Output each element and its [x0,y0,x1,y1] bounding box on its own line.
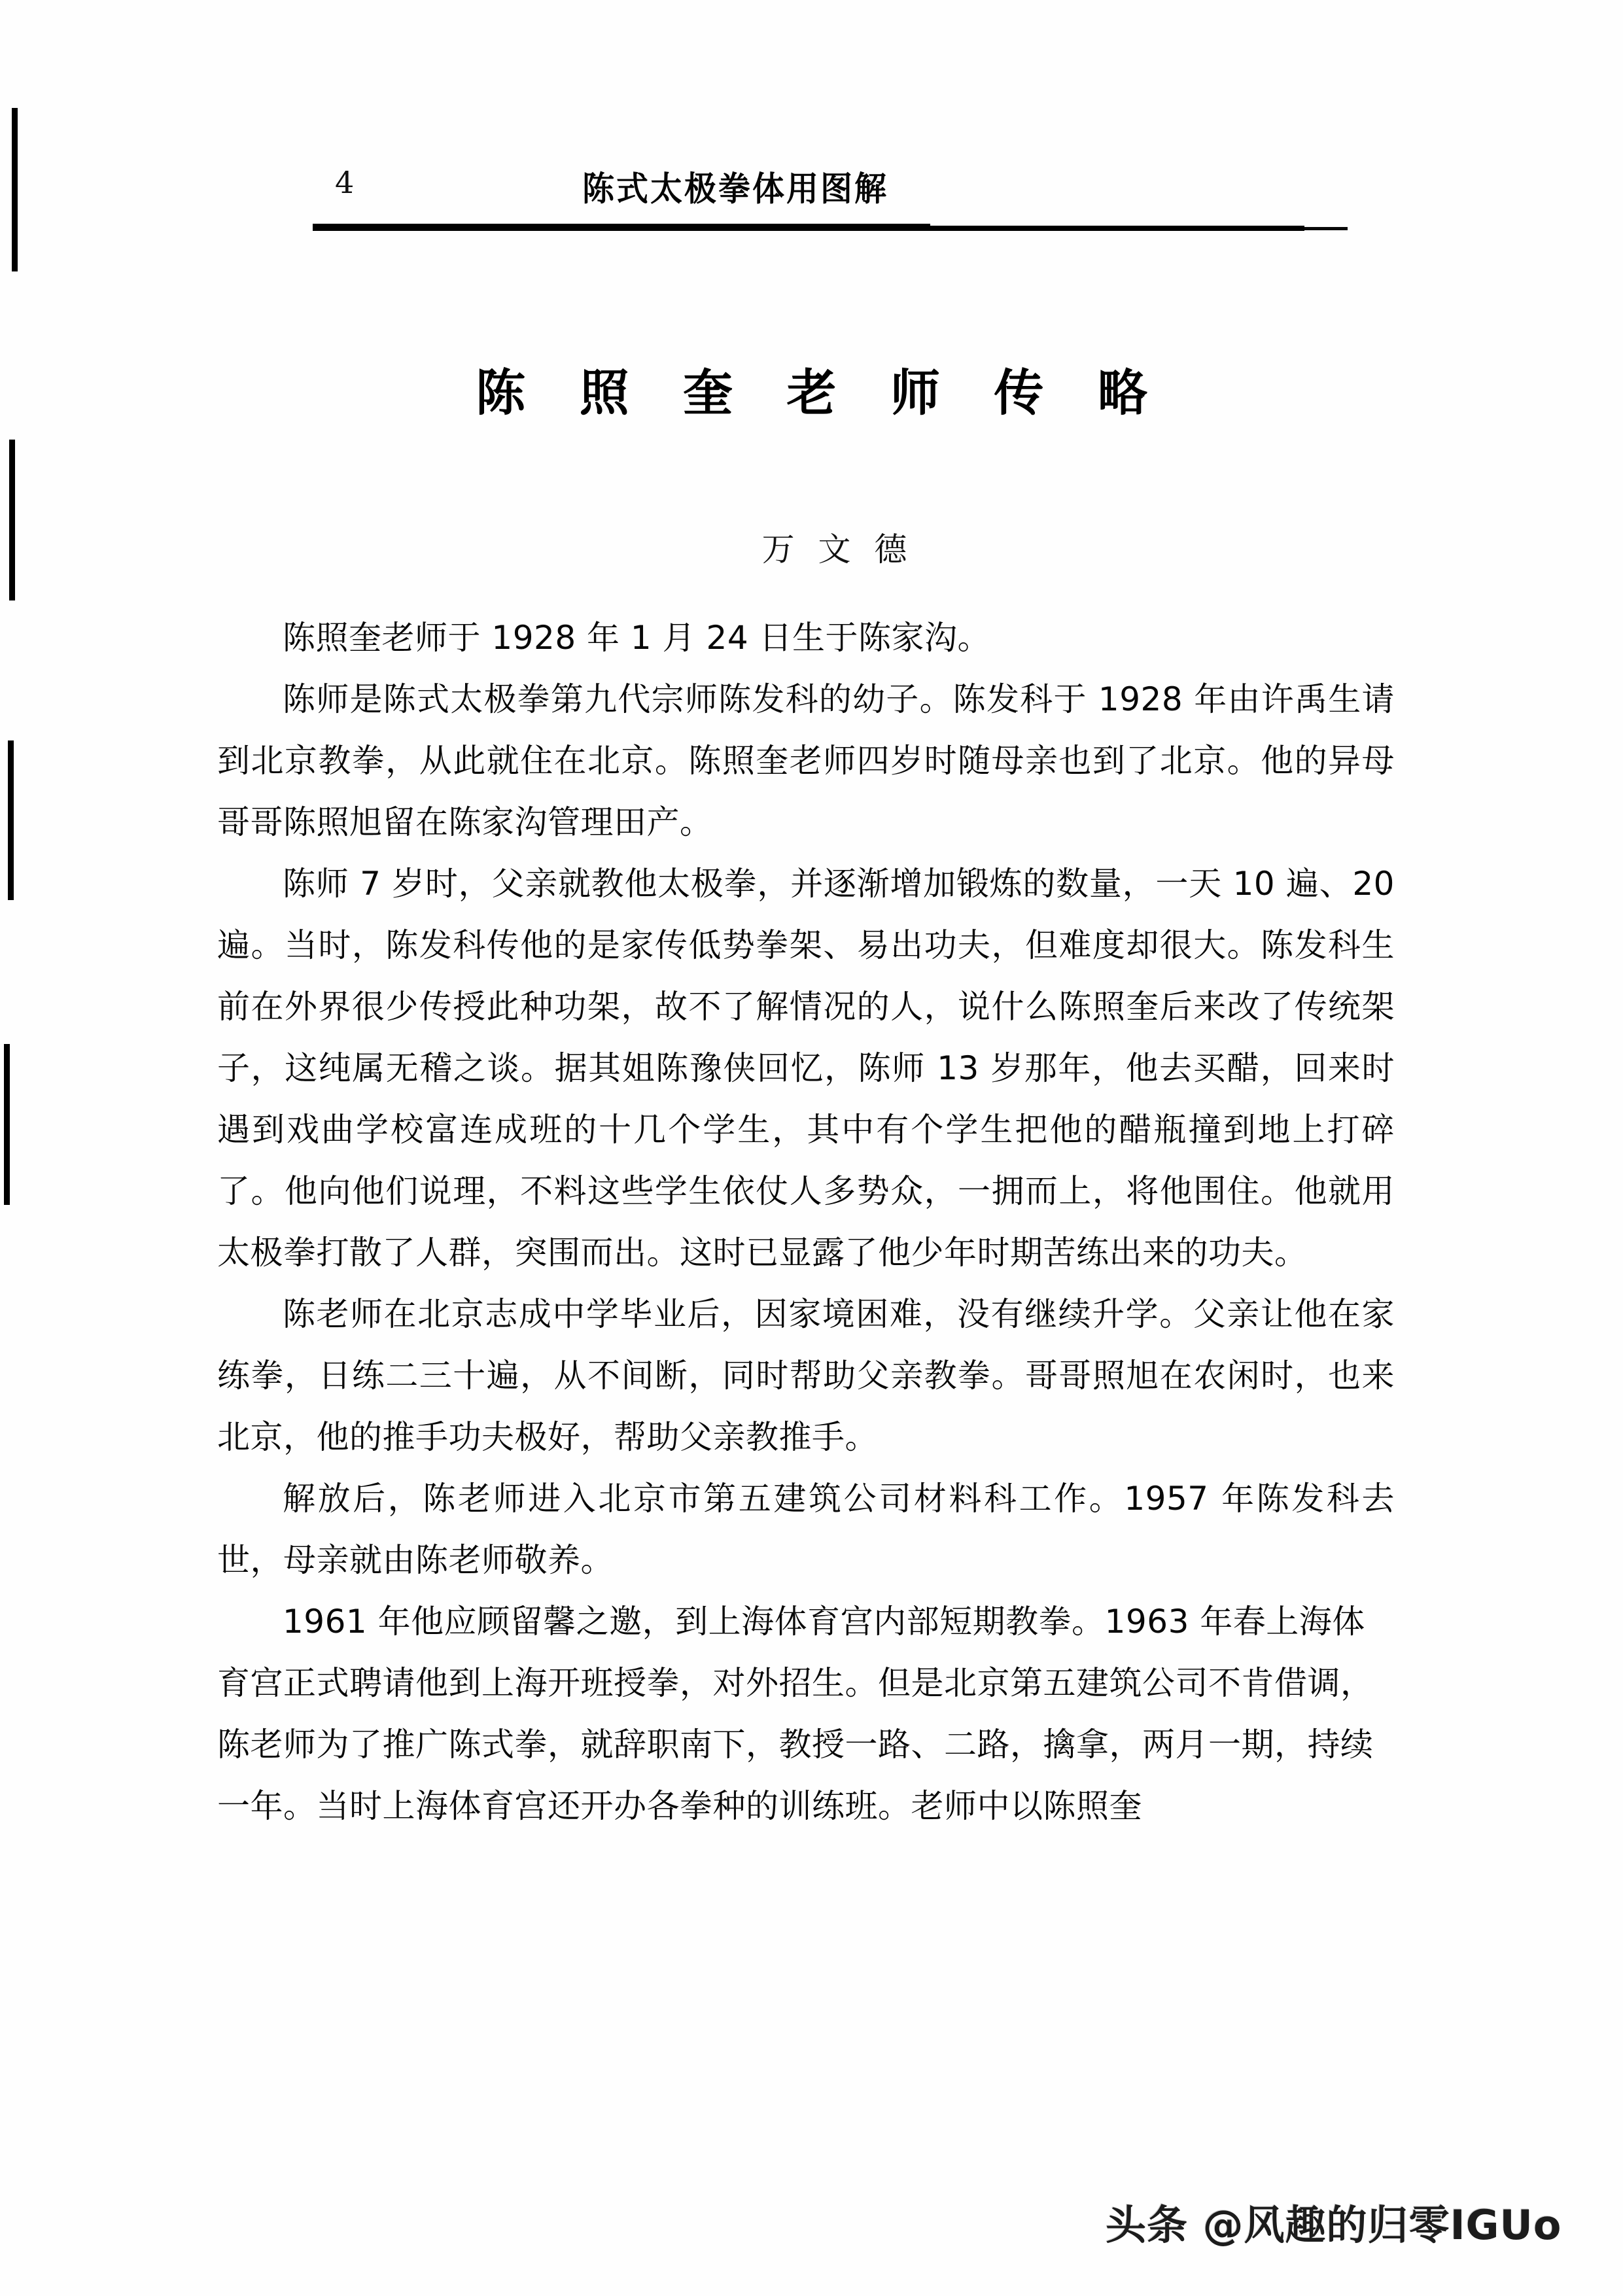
scan-edge-mark [9,440,15,600]
scan-edge-mark [4,1044,10,1205]
paragraph: 解放后，陈老师进入北京市第五建筑公司材料科工作。1957 年陈发科去世，母亲就由陈老师敬养。 [217,1480,1395,1579]
paragraph: 陈师 7 岁时，父亲就教他太极拳，并逐渐增加锻炼的数量，一天 10 遍、20 遍。当时，陈发科传他的是家传低势拳架、易出功夫，但难度却很大。陈发科生前在外界很少传授此种功架，故不了解情况的人，说什么陈照奎后来改了传统架子，这纯属无稽之谈。据其姐陈豫侠回忆，陈师 13 岁那年，他去买醋，回来时遇到戏曲学校富连成班的十几个学生，其中有个学生把他的醋瓶撞到地上打碎了。他向他们说理，不料这些学生依仗人多势众，一拥而上，将他围住。他就用太极拳打散了人群，突围而出。这时已显露了他少年时期苦练出来的功夫。 [217,865,1395,1272]
header-rule-segment [1304,227,1348,230]
paragraph: 陈老师在北京志成中学毕业后，因家境困难，没有继续升学。父亲让他在家练拳，日练二三十遍，从不间断，同时帮助父亲教拳。哥哥照旭在农闲时，也来北京，他的推手功夫极好，帮助父亲教推手。 [217,1295,1395,1456]
watermark: 头条 @风趣的归零IGUo [1106,2201,1562,2249]
paragraph: 1961 年他应顾留馨之邀，到上海体育宫内部短期教拳。1963 年春上海体育宫正式聘请他到上海开班授拳，对外招生。但是北京第五建筑公司不肯借调，陈老师为了推广陈式拳，就辞职南下，教授一路、二路，擒拿，两月一期，持续一年。当时上海体育宫还开办各拳种的训练班。老师中以陈照奎 [217,1603,1374,1825]
paragraph: 陈照奎老师于 1928 年 1 月 24 日生于陈家沟。 [283,619,991,657]
byline-author: 万 文 德 [761,531,914,568]
paragraph: 陈师是陈式太极拳第九代宗师陈发科的幼子。陈发科于 1928 年由许禹生请到北京教拳，从此就住在北京。陈照奎老师四岁时随母亲也到了北京。他的异母哥哥陈照旭留在陈家沟管理田产。 [217,680,1395,841]
article-body [217,607,1395,1837]
page-title: 陈 照 奎 老 师 传 略 [476,364,1166,422]
page-number: 4 [335,165,355,200]
running-header [0,152,1623,224]
book-title: 陈式太极拳体用图解 [582,169,889,209]
scan-edge-mark [8,740,14,900]
header-rule-segment [930,226,1304,231]
header-rule [313,224,930,231]
